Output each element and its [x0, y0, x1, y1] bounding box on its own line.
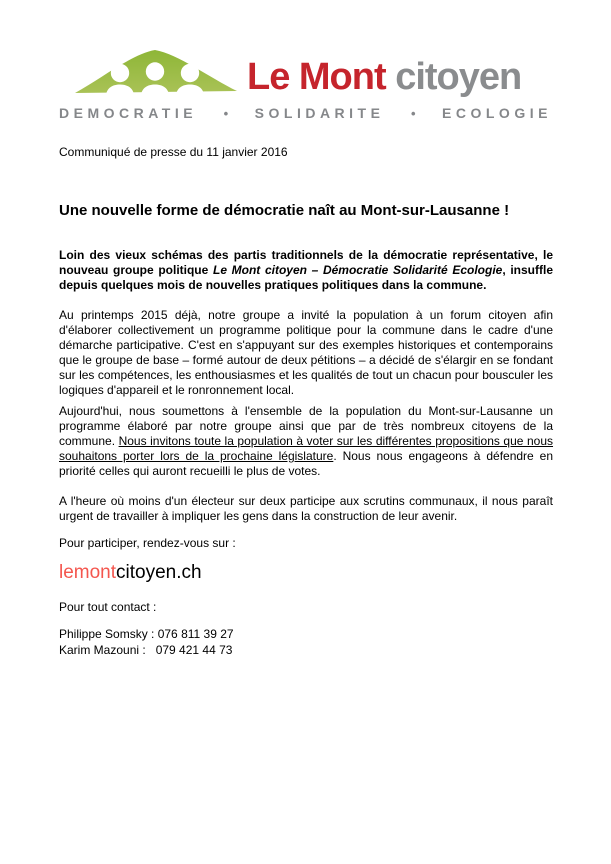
- headline: Une nouvelle forme de démocratie naît au Mont-sur-Lausanne !: [59, 202, 510, 219]
- hill-with-three-people-icon: [72, 40, 240, 97]
- website-link[interactable]: [59, 561, 202, 584]
- participate-label: Pour participer, rendez-vous sur :: [59, 536, 236, 550]
- logo-wordmark-lemont: Le Mont: [247, 56, 396, 98]
- bullet-separator-icon: •: [223, 105, 229, 121]
- lead-paragraph: [59, 248, 553, 293]
- paragraph-forum-citoyen: Au printemps 2015 déjà, notre groupe a invité la population à un forum citoyen afin d'élaborer collectivement un programme politique pour la commune dans le cadre d'une démarche participative. C'est en s'appuyant sur des exemples historiques et contemporains que le groupe de base – formé autour de deux pétitions – a décidé de s'élargir en se fondant sur les compétences, les enthousiasmes et les qualités de tout un chacun pour bousculer les logiques d'appareil et le ronronnement local.: [59, 308, 553, 397]
- contact-list: [59, 627, 553, 658]
- website-link-black-part: citoyen.ch: [116, 562, 202, 583]
- paragraph-programme-before: Aujourd'hui, nous soumettons à l'ensemble de la population du Mont-sur-Lausanne un programme élaboré par notre groupe ainsi que par de très nombreux citoyens de la commune.: [59, 404, 553, 448]
- logo-tagline: [59, 105, 552, 121]
- dateline: Communiqué de presse du 11 janvier 2016: [59, 145, 288, 159]
- contact-label: Pour tout contact :: [59, 600, 157, 614]
- paragraph-electeurs: A l'heure où moins d'un électeur sur deux participe aux scrutins communaux, il nous paraît urgent de travailler à impliquer les gens dans la construction de leur avenir.: [59, 494, 553, 523]
- tagline-word-democratie: DEMOCRATIE: [59, 105, 198, 121]
- website-link-red-part: lemont: [59, 562, 117, 583]
- logo-wordmark-citoyen: citoyen: [395, 56, 522, 98]
- contact-line: Philippe Somsky : 076 811 39 27: [59, 627, 234, 641]
- lead-group-name: Le Mont citoyen – Démocratie Solidarité Ecologie: [212, 263, 503, 277]
- lead-text-after: , insuffle depuis quelques mois de nouvelles pratiques politiques dans la commune.: [59, 263, 554, 292]
- bullet-separator-icon: •: [410, 105, 416, 121]
- paragraph-programme-after: . Nous nous engageons à défendre en priorité celles qui auront recueilli le plus de votes.: [59, 449, 553, 478]
- tagline-word-ecologie: ECOLOGIE: [442, 105, 552, 121]
- tagline-word-solidarite: SOLIDARITE: [254, 105, 385, 121]
- logo-wordmark: [247, 57, 521, 97]
- lead-text-before: Loin des vieux schémas des partis traditionnels de la démocratie représentative, le nouveau groupe politique: [59, 248, 553, 277]
- paragraph-programme-underlined: Nous invitons toute la population à voter sur les différentes propositions que nous souhaitons porter lors de la prochaine législature: [59, 434, 554, 463]
- paragraph-programme: [59, 404, 553, 479]
- contact-line: Karim Mazouni : 079 421 44 73: [59, 642, 233, 657]
